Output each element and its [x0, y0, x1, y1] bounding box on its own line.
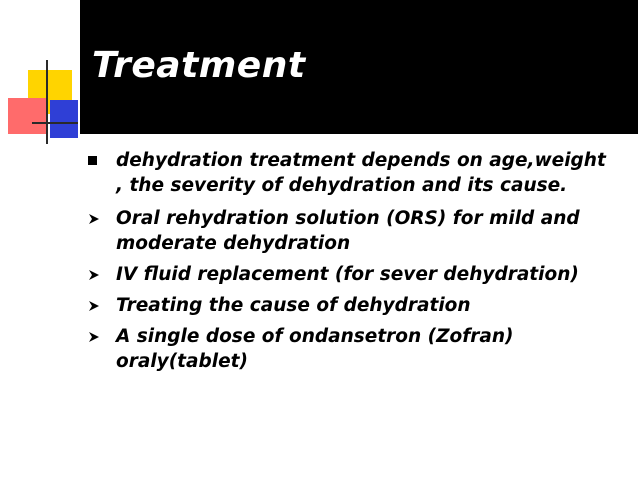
square-bullet-icon — [88, 156, 97, 165]
bullet-text: IV fluid replacement (for sever dehydration) — [116, 264, 579, 285]
bullet-list — [88, 148, 608, 380]
decorative-red-square — [8, 98, 48, 134]
bullet-item — [88, 293, 608, 318]
bullet-item — [88, 262, 608, 287]
arrow-bullet-icon — [88, 331, 100, 343]
arrow-bullet-icon — [88, 213, 100, 225]
bullet-item — [88, 324, 608, 374]
bullet-item — [88, 206, 608, 256]
decorative-horizontal-line — [32, 122, 78, 124]
bullet-text: Treating the cause of dehydration — [116, 295, 471, 316]
arrow-bullet-icon — [88, 269, 100, 281]
bullet-text: Oral rehydration solution (ORS) for mild and moderate dehydration — [116, 208, 580, 254]
bullet-text: A single dose of ondansetron (Zofran) oraly(tablet) — [116, 326, 514, 372]
bullet-text: dehydration treatment depends on age,weight , the severity of dehydration and its cause. — [116, 150, 606, 196]
decorative-blue-square — [50, 100, 78, 138]
slide-title: Treatment — [92, 45, 306, 86]
decorative-vertical-line — [46, 60, 48, 144]
bullet-item — [88, 148, 608, 198]
arrow-bullet-icon — [88, 300, 100, 312]
